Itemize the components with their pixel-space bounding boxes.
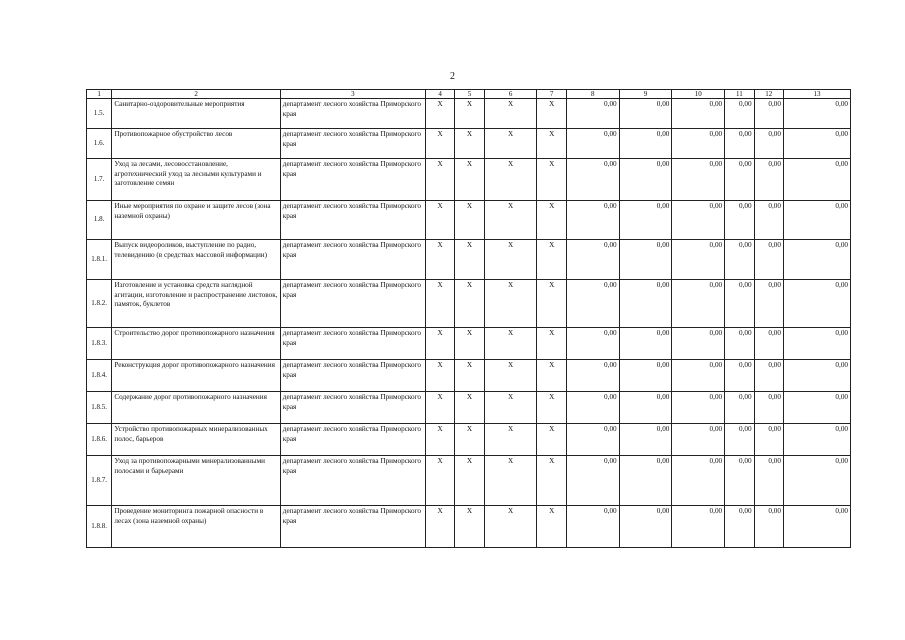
row-number: 1.8.2.	[87, 280, 112, 328]
cell-col-12: 0,00	[754, 159, 783, 201]
column-header-2: 2	[112, 90, 280, 99]
cell-col-9: 0,00	[619, 201, 672, 240]
cell-col-12: 0,00	[754, 99, 783, 129]
table-row	[87, 456, 851, 506]
row-number: 1.8.8.	[87, 506, 112, 548]
cell-col-4: X	[425, 506, 454, 548]
cell-col-4: X	[425, 129, 454, 159]
cell-col-5: X	[455, 392, 484, 424]
cell-col-12: 0,00	[754, 456, 783, 506]
activity-name: Выпуск видеороликов, выступление по радио, телевидению (в средствах массовой информации)	[112, 240, 280, 280]
activity-name: Противопожарное обустройство лесов	[112, 129, 280, 159]
cell-col-11: 0,00	[725, 201, 754, 240]
cell-col-4: X	[425, 424, 454, 456]
row-number: 1.8.5.	[87, 392, 112, 424]
cell-col-9: 0,00	[619, 506, 672, 548]
cell-col-5: X	[455, 201, 484, 240]
column-header-12: 12	[754, 90, 783, 99]
executor-name: департамент лесного хозяйства Приморского края	[280, 240, 425, 280]
cell-col-7: X	[537, 328, 566, 360]
cell-col-6: X	[484, 424, 537, 456]
executor-name: департамент лесного хозяйства Приморского края	[280, 424, 425, 456]
cell-col-8: 0,00	[566, 99, 619, 129]
row-number: 1.6.	[87, 129, 112, 159]
activity-name: Санитарно-оздоровительные мероприятия	[112, 99, 280, 129]
cell-col-6: X	[484, 129, 537, 159]
cell-col-8: 0,00	[566, 280, 619, 328]
cell-col-6: X	[484, 240, 537, 280]
cell-col-6: X	[484, 506, 537, 548]
cell-col-4: X	[425, 99, 454, 129]
cell-col-10: 0,00	[672, 99, 725, 129]
cell-col-5: X	[455, 424, 484, 456]
cell-col-11: 0,00	[725, 360, 754, 392]
cell-col-4: X	[425, 456, 454, 506]
cell-col-12: 0,00	[754, 328, 783, 360]
table-row	[87, 280, 851, 328]
cell-col-9: 0,00	[619, 159, 672, 201]
cell-col-10: 0,00	[672, 360, 725, 392]
cell-col-7: X	[537, 159, 566, 201]
table-body	[87, 99, 851, 548]
cell-col-9: 0,00	[619, 360, 672, 392]
cell-col-13: 0,00	[783, 99, 850, 129]
cell-col-13: 0,00	[783, 360, 850, 392]
cell-col-5: X	[455, 240, 484, 280]
cell-col-7: X	[537, 240, 566, 280]
activity-name: Уход за противопожарными минерализованными полосами и барьерами	[112, 456, 280, 506]
cell-col-6: X	[484, 328, 537, 360]
cell-col-7: X	[537, 392, 566, 424]
column-header-13: 13	[783, 90, 850, 99]
column-header-7: 7	[537, 90, 566, 99]
table-row	[87, 240, 851, 280]
activity-name: Устройство противопожарных минерализованных полос, барьеров	[112, 424, 280, 456]
cell-col-8: 0,00	[566, 424, 619, 456]
cell-col-5: X	[455, 159, 484, 201]
activity-name: Проведение мониторинга пожарной опасности в лесах (зона наземной охраны)	[112, 506, 280, 548]
column-header-4: 4	[425, 90, 454, 99]
cell-col-13: 0,00	[783, 240, 850, 280]
executor-name: департамент лесного хозяйства Приморского края	[280, 506, 425, 548]
cell-col-13: 0,00	[783, 456, 850, 506]
cell-col-5: X	[455, 99, 484, 129]
cell-col-9: 0,00	[619, 456, 672, 506]
cell-col-11: 0,00	[725, 392, 754, 424]
cell-col-6: X	[484, 392, 537, 424]
cell-col-12: 0,00	[754, 392, 783, 424]
cell-col-8: 0,00	[566, 456, 619, 506]
cell-col-8: 0,00	[566, 360, 619, 392]
activity-name: Строительство дорог противопожарного назначения	[112, 328, 280, 360]
table-row	[87, 424, 851, 456]
cell-col-7: X	[537, 506, 566, 548]
column-header-10: 10	[672, 90, 725, 99]
cell-col-6: X	[484, 99, 537, 129]
cell-col-6: X	[484, 201, 537, 240]
cell-col-10: 0,00	[672, 240, 725, 280]
row-number: 1.8.3.	[87, 328, 112, 360]
cell-col-9: 0,00	[619, 424, 672, 456]
cell-col-8: 0,00	[566, 240, 619, 280]
column-header-11: 11	[725, 90, 754, 99]
cell-col-10: 0,00	[672, 424, 725, 456]
row-number: 1.8.4.	[87, 360, 112, 392]
cell-col-11: 0,00	[725, 506, 754, 548]
table-row	[87, 506, 851, 548]
cell-col-12: 0,00	[754, 280, 783, 328]
cell-col-9: 0,00	[619, 328, 672, 360]
cell-col-10: 0,00	[672, 159, 725, 201]
cell-col-9: 0,00	[619, 99, 672, 129]
cell-col-13: 0,00	[783, 392, 850, 424]
column-header-5: 5	[455, 90, 484, 99]
cell-col-7: X	[537, 201, 566, 240]
cell-col-5: X	[455, 129, 484, 159]
executor-name: департамент лесного хозяйства Приморского края	[280, 392, 425, 424]
activity-name: Уход за лесами, лесовосстановление, агротехнический уход за лесными культурами и заготовление семян	[112, 159, 280, 201]
cell-col-12: 0,00	[754, 360, 783, 392]
cell-col-6: X	[484, 456, 537, 506]
cell-col-11: 0,00	[725, 99, 754, 129]
cell-col-5: X	[455, 328, 484, 360]
cell-col-8: 0,00	[566, 328, 619, 360]
activity-name: Иные мероприятия по охране и защите лесов (зона наземной охраны)	[112, 201, 280, 240]
cell-col-8: 0,00	[566, 506, 619, 548]
table-row	[87, 201, 851, 240]
cell-col-13: 0,00	[783, 506, 850, 548]
cell-col-10: 0,00	[672, 280, 725, 328]
table-row	[87, 159, 851, 201]
executor-name: департамент лесного хозяйства Приморского края	[280, 456, 425, 506]
cell-col-12: 0,00	[754, 129, 783, 159]
table-row	[87, 328, 851, 360]
row-number: 1.8.1.	[87, 240, 112, 280]
cell-col-7: X	[537, 99, 566, 129]
cell-col-13: 0,00	[783, 201, 850, 240]
column-header-9: 9	[619, 90, 672, 99]
header-row	[87, 90, 851, 99]
cell-col-5: X	[455, 360, 484, 392]
cell-col-5: X	[455, 456, 484, 506]
executor-name: департамент лесного хозяйства Приморского края	[280, 360, 425, 392]
activity-name: Содержание дорог противопожарного назначения	[112, 392, 280, 424]
executor-name: департамент лесного хозяйства Приморского края	[280, 280, 425, 328]
cell-col-8: 0,00	[566, 159, 619, 201]
cell-col-12: 0,00	[754, 201, 783, 240]
activity-name: Реконструкция дорог противопожарного назначения	[112, 360, 280, 392]
cell-col-4: X	[425, 240, 454, 280]
cell-col-8: 0,00	[566, 392, 619, 424]
cell-col-10: 0,00	[672, 129, 725, 159]
cell-col-11: 0,00	[725, 456, 754, 506]
executor-name: департамент лесного хозяйства Приморского края	[280, 328, 425, 360]
cell-col-5: X	[455, 506, 484, 548]
table-row	[87, 129, 851, 159]
table-row	[87, 360, 851, 392]
cell-col-13: 0,00	[783, 424, 850, 456]
cell-col-7: X	[537, 456, 566, 506]
cell-col-4: X	[425, 159, 454, 201]
executor-name: департамент лесного хозяйства Приморского края	[280, 129, 425, 159]
cell-col-13: 0,00	[783, 280, 850, 328]
row-number: 1.8.7.	[87, 456, 112, 506]
page-number: 2	[450, 71, 455, 82]
executor-name: департамент лесного хозяйства Приморского края	[280, 201, 425, 240]
column-header-3: 3	[280, 90, 425, 99]
cell-col-9: 0,00	[619, 129, 672, 159]
cell-col-10: 0,00	[672, 456, 725, 506]
cell-col-11: 0,00	[725, 240, 754, 280]
activity-name: Изготовление и установка средств наглядной агитации, изготовление и распространение листовок, памяток, буклетов	[112, 280, 280, 328]
row-number: 1.7.	[87, 159, 112, 201]
cell-col-12: 0,00	[754, 424, 783, 456]
table-header	[87, 90, 851, 99]
cell-col-11: 0,00	[725, 424, 754, 456]
cell-col-4: X	[425, 328, 454, 360]
cell-col-12: 0,00	[754, 506, 783, 548]
cell-col-4: X	[425, 201, 454, 240]
cell-col-13: 0,00	[783, 129, 850, 159]
column-header-8: 8	[566, 90, 619, 99]
cell-col-11: 0,00	[725, 129, 754, 159]
cell-col-6: X	[484, 280, 537, 328]
cell-col-4: X	[425, 392, 454, 424]
program-table	[86, 89, 851, 548]
cell-col-10: 0,00	[672, 328, 725, 360]
cell-col-11: 0,00	[725, 280, 754, 328]
row-number: 1.8.6.	[87, 424, 112, 456]
cell-col-6: X	[484, 360, 537, 392]
cell-col-9: 0,00	[619, 392, 672, 424]
cell-col-8: 0,00	[566, 201, 619, 240]
table-row	[87, 392, 851, 424]
executor-name: департамент лесного хозяйства Приморского края	[280, 99, 425, 129]
cell-col-7: X	[537, 360, 566, 392]
cell-col-11: 0,00	[725, 328, 754, 360]
cell-col-8: 0,00	[566, 129, 619, 159]
table-row	[87, 99, 851, 129]
cell-col-13: 0,00	[783, 328, 850, 360]
cell-col-10: 0,00	[672, 392, 725, 424]
cell-col-6: X	[484, 159, 537, 201]
executor-name: департамент лесного хозяйства Приморского края	[280, 159, 425, 201]
cell-col-7: X	[537, 129, 566, 159]
cell-col-9: 0,00	[619, 280, 672, 328]
cell-col-7: X	[537, 280, 566, 328]
cell-col-4: X	[425, 360, 454, 392]
cell-col-7: X	[537, 424, 566, 456]
cell-col-5: X	[455, 280, 484, 328]
row-number: 1.5.	[87, 99, 112, 129]
cell-col-9: 0,00	[619, 240, 672, 280]
column-header-1: 1	[87, 90, 112, 99]
cell-col-12: 0,00	[754, 240, 783, 280]
cell-col-4: X	[425, 280, 454, 328]
row-number: 1.8.	[87, 201, 112, 240]
cell-col-13: 0,00	[783, 159, 850, 201]
cell-col-10: 0,00	[672, 506, 725, 548]
cell-col-11: 0,00	[725, 159, 754, 201]
cell-col-10: 0,00	[672, 201, 725, 240]
column-header-6: 6	[484, 90, 537, 99]
